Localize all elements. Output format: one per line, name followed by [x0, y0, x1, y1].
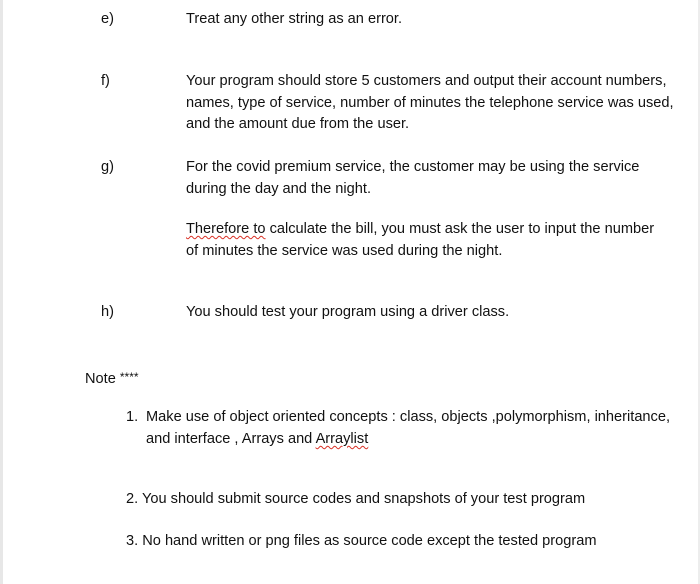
note-list-number: 1. [126, 409, 139, 425]
note-list-item-1-line-1: Make use of object oriented concepts : class, objects ,polymorphism, inheritance, [146, 409, 671, 425]
item-g-p2-line-2: of minutes the service was used during the night. [186, 242, 503, 259]
note-list-number: 3. [126, 533, 139, 549]
note-list-number: 2. [126, 491, 139, 507]
item-text-f [186, 71, 686, 136]
item-text-e [186, 9, 686, 31]
item-marker-f: f) [101, 73, 110, 89]
item-f-line-2: names, type of service, number of minutes the telephone service was used, [186, 94, 674, 111]
note-list-item-3 [126, 530, 686, 552]
item-f-line-1: Your program should store 5 customers and output their account numbers, [186, 73, 667, 89]
note-list-item-3-text: No hand written or png files as source code except the tested program [142, 533, 597, 549]
note-list-item-1-line-2-text: and interface , Arrays and [146, 431, 313, 447]
note-list-item-2-text: You should submit source codes and snapshots of your test program [141, 491, 586, 507]
item-text-g [186, 157, 686, 262]
item-f-paragraph [186, 71, 686, 136]
item-f-line-3: and the amount due from the user. [186, 116, 410, 132]
item-h-line: You should test your program using a driver class. [186, 304, 510, 320]
item-g-p2-line-1: calculate the bill, you must ask the user to input the number [269, 221, 655, 237]
spellcheck-flagged-phrase: Therefore to [186, 221, 266, 237]
note-stars: **** [119, 370, 139, 384]
note-label: Note [85, 371, 116, 387]
page-left-edge [0, 0, 3, 584]
item-h-paragraph [186, 302, 686, 324]
item-g-p1-line-1: For the covid premium service, the customer may be using the service [186, 159, 640, 175]
item-text-h [186, 302, 686, 324]
item-marker-h: h) [101, 304, 114, 320]
item-marker-g: g) [101, 159, 114, 175]
item-g-paragraph-1 [186, 157, 686, 200]
note-heading [85, 367, 139, 390]
item-g-p1-line-2: during the day and the night. [186, 180, 371, 197]
item-e-paragraph [186, 9, 686, 31]
note-list-item-2 [126, 488, 686, 510]
note-list-item-1-line-2 [126, 431, 368, 447]
item-g-paragraph-2 [186, 219, 686, 262]
note-list-item-1 [126, 406, 686, 450]
item-marker-e: e) [101, 11, 114, 27]
spellcheck-flagged-word: Arraylist [315, 431, 369, 447]
item-e-line: Treat any other string as an error. [186, 11, 403, 27]
